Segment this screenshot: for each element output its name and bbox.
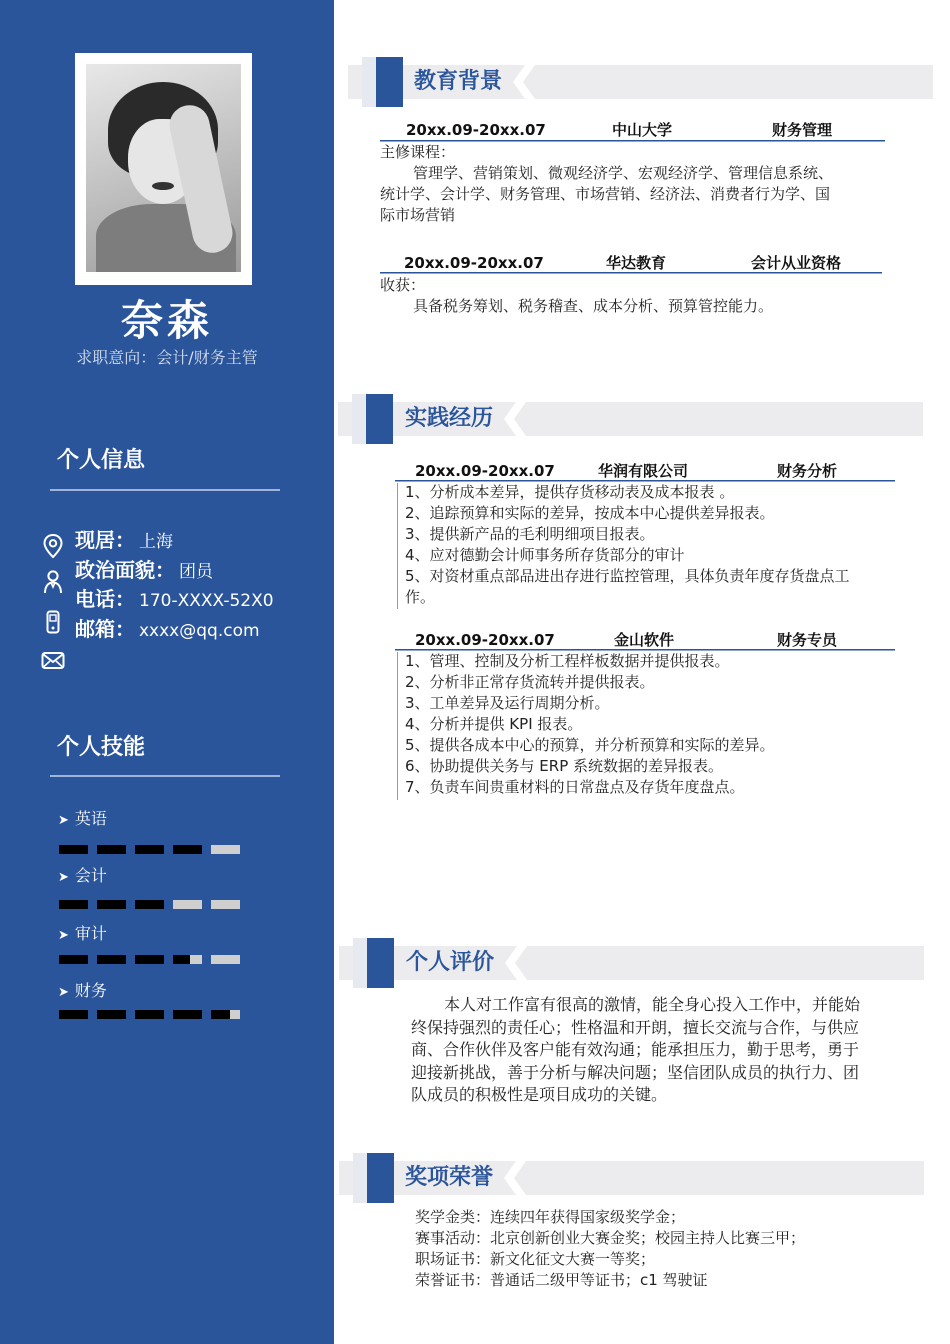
exp-2-position: 财务专员 <box>777 631 838 649</box>
skill-level-segment <box>97 955 126 964</box>
evaluation-title: 个人评价 <box>406 950 495 975</box>
evaluation-line: 本人对工作富有很高的激情，能全身心投入工作中，并能始 <box>444 995 861 1014</box>
skill-level-segment <box>59 845 88 854</box>
edu-2-rule <box>380 272 882 274</box>
info-location <box>75 525 173 555</box>
skill-level-segment <box>59 900 88 909</box>
edu-1-line: 际市场营销 <box>380 206 456 224</box>
evaluation-body <box>411 994 891 1107</box>
exp-2-company: 金山软件 <box>614 631 675 649</box>
chevron-right-icon: ➤ <box>58 985 69 1000</box>
exp-1-period: 20xx.09-20xx.07 <box>415 462 555 480</box>
evaluation-line: 队成员的积极性是项目成功的关键。 <box>411 1085 668 1104</box>
edu-1-school: 中山大学 <box>612 121 673 139</box>
education-entry-2-head <box>380 252 882 274</box>
exp-2-period: 20xx.09-20xx.07 <box>415 631 555 649</box>
skill-level-segment <box>59 955 88 964</box>
skill-level-segment <box>211 1010 240 1019</box>
skill-label-finance <box>58 980 107 1004</box>
exp-1-position: 财务分析 <box>777 462 838 480</box>
skill-bar-english <box>59 845 241 854</box>
skill-level-segment <box>97 845 126 854</box>
location-pin-icon <box>40 533 66 559</box>
info-email-key: 邮箱： <box>75 617 135 641</box>
exp-2-body <box>405 651 895 798</box>
info-location-value: 上海 <box>139 532 173 552</box>
exp-1-item: 作。 <box>405 588 436 606</box>
info-location-key: 现居： <box>75 528 135 552</box>
info-phone-key: 电话： <box>75 587 135 611</box>
awards-body <box>415 1207 895 1291</box>
personal-info-divider <box>50 489 280 491</box>
skill-level-segment <box>173 845 202 854</box>
experience-entry-1-head <box>395 460 895 482</box>
edu-2-major: 会计从业资格 <box>751 254 842 272</box>
edu-2-label: 收获： <box>380 276 426 294</box>
info-phone <box>75 584 274 614</box>
education-header <box>348 57 933 103</box>
chevron-decoration-icon <box>513 65 535 99</box>
chevron-decoration-icon <box>504 402 526 436</box>
skill-level-segment <box>211 900 240 909</box>
phone-icon <box>40 609 66 635</box>
candidate-name: 奈森 <box>120 296 213 345</box>
chevron-right-icon: ➤ <box>58 928 69 943</box>
personal-info-title: 个人信息 <box>57 448 146 473</box>
exp-2-item: 2、分析非正常存货流转并提供报表。 <box>405 673 655 691</box>
info-phone-value: 170-XXXX-52X0 <box>139 591 274 611</box>
skill-level-segment <box>59 1010 88 1019</box>
exp-1-company: 华润有限公司 <box>598 462 689 480</box>
exp-1-item: 4、应对德勤会计师事务所存货部分的审计 <box>405 546 685 564</box>
exp-1-side-line <box>397 483 398 609</box>
info-email-value: xxxx@qq.com <box>139 621 260 641</box>
edu-2-line: 具备税务筹划、税务稽查、成本分析、预算管控能力。 <box>413 297 774 315</box>
education-title: 教育背景 <box>414 69 503 94</box>
info-political-key: 政治面貌： <box>75 558 175 582</box>
award-line: 赛事活动：北京创新创业大赛金奖；校园主持人比赛三甲； <box>415 1229 806 1247</box>
awards-title: 奖项荣誉 <box>405 1165 494 1190</box>
exp-2-item: 3、工单差异及运行周期分析。 <box>405 694 610 712</box>
exp-2-item: 7、负责车间贵重材料的日常盘点及存货年度盘点。 <box>405 778 745 796</box>
edu-2-body <box>380 275 890 317</box>
experience-entry-2-head <box>395 629 895 651</box>
skill-name: 审计 <box>74 924 107 943</box>
skill-level-segment <box>97 900 126 909</box>
education-entry-1-head <box>380 119 885 141</box>
skill-label-audit <box>58 923 107 947</box>
edu-2-period: 20xx.09-20xx.07 <box>404 254 544 272</box>
exp-1-item: 1、分析成本差异，提供存货移动表及成本报表 。 <box>405 483 735 501</box>
edu-1-line: 统计学、会计学、财务管理、市场营销、经济法、消费者行为学、国 <box>380 185 831 203</box>
skill-level-segment <box>173 900 202 909</box>
awards-header <box>339 1153 924 1199</box>
evaluation-line: 终保持强烈的责任心；性格温和开朗，擅长交流与合作，与供应 <box>411 1017 860 1037</box>
exp-2-item: 4、分析并提供 KPI 报表。 <box>405 715 583 733</box>
info-political <box>75 555 213 585</box>
skill-level-segment <box>97 1010 126 1019</box>
edu-1-major: 财务管理 <box>772 121 833 139</box>
award-line: 奖学金类：连续四年获得国家级奖学金； <box>415 1208 686 1226</box>
skills-title: 个人技能 <box>57 735 146 760</box>
exp-2-side-line <box>397 652 398 800</box>
skill-bar-audit <box>59 955 241 964</box>
skill-label-accounting <box>58 865 107 889</box>
skill-name: 财务 <box>74 981 107 1000</box>
skill-level-segment <box>173 1010 202 1019</box>
skill-name: 会计 <box>74 866 107 885</box>
info-email <box>75 614 260 644</box>
person-icon <box>40 569 66 595</box>
experience-title: 实践经历 <box>405 406 494 431</box>
evaluation-line: 商、合作伙伴及客户能有效沟通；能承担压力，勤于思考，勇于 <box>411 1040 860 1059</box>
exp-1-item: 5、对资材重点部品进出存进行监控管理，具体负责年度存货盘点工 <box>405 567 850 585</box>
award-line: 职场证书：新文化征文大赛一等奖； <box>415 1250 656 1268</box>
exp-1-item: 3、提供新产品的毛利明细项目报表。 <box>405 525 655 543</box>
skill-level-segment <box>211 955 240 964</box>
info-political-value: 团员 <box>179 562 213 582</box>
chevron-decoration-icon <box>504 1161 526 1195</box>
evaluation-line: 迎接新挑战，善于分析与解决问题；坚信团队成员的执行力、团 <box>411 1062 860 1082</box>
mail-icon <box>40 648 66 674</box>
edu-2-school: 华达教育 <box>606 254 667 272</box>
edu-1-label: 主修课程： <box>380 143 456 161</box>
exp-2-item: 1、管理、控制及分析工程样板数据并提供报表。 <box>405 652 730 670</box>
skill-level-segment <box>211 845 240 854</box>
profile-photo <box>86 64 241 272</box>
skill-level-segment <box>135 1010 164 1019</box>
skills-divider <box>50 775 280 777</box>
sidebar <box>0 0 334 1344</box>
skill-name: 英语 <box>74 809 107 828</box>
exp-2-item: 6、协助提供关务与 ERP 系统数据的差异报表。 <box>405 757 724 775</box>
chevron-right-icon: ➤ <box>58 870 69 885</box>
edu-1-line: 管理学、营销策划、微观经济学、宏观经济学、管理信息系统、 <box>413 164 834 182</box>
skill-level-segment <box>135 955 164 964</box>
exp-1-item: 2、追踪预算和实际的差异，按成本中心提供差异报表。 <box>405 504 775 522</box>
skill-bar-accounting <box>59 900 241 909</box>
edu-1-period: 20xx.09-20xx.07 <box>406 121 546 139</box>
skill-label-english <box>58 808 107 832</box>
edu-1-body <box>380 142 890 226</box>
skill-bar-finance <box>59 1010 241 1019</box>
exp-1-body <box>405 482 895 608</box>
experience-header <box>338 394 923 440</box>
chevron-right-icon: ➤ <box>58 813 69 828</box>
evaluation-header <box>339 938 924 984</box>
profile-photo-frame <box>75 53 252 285</box>
chevron-decoration-icon <box>505 946 527 980</box>
job-target: 求职意向：会计/财务主管 <box>76 348 258 367</box>
award-line: 荣誉证书：普通话二级甲等证书；c1 驾驶证 <box>415 1271 708 1289</box>
skill-level-segment <box>173 955 202 964</box>
exp-2-item: 5、提供各成本中心的预算，并分析预算和实际的差异。 <box>405 736 775 754</box>
skill-level-segment <box>135 900 164 909</box>
skill-level-segment <box>135 845 164 854</box>
